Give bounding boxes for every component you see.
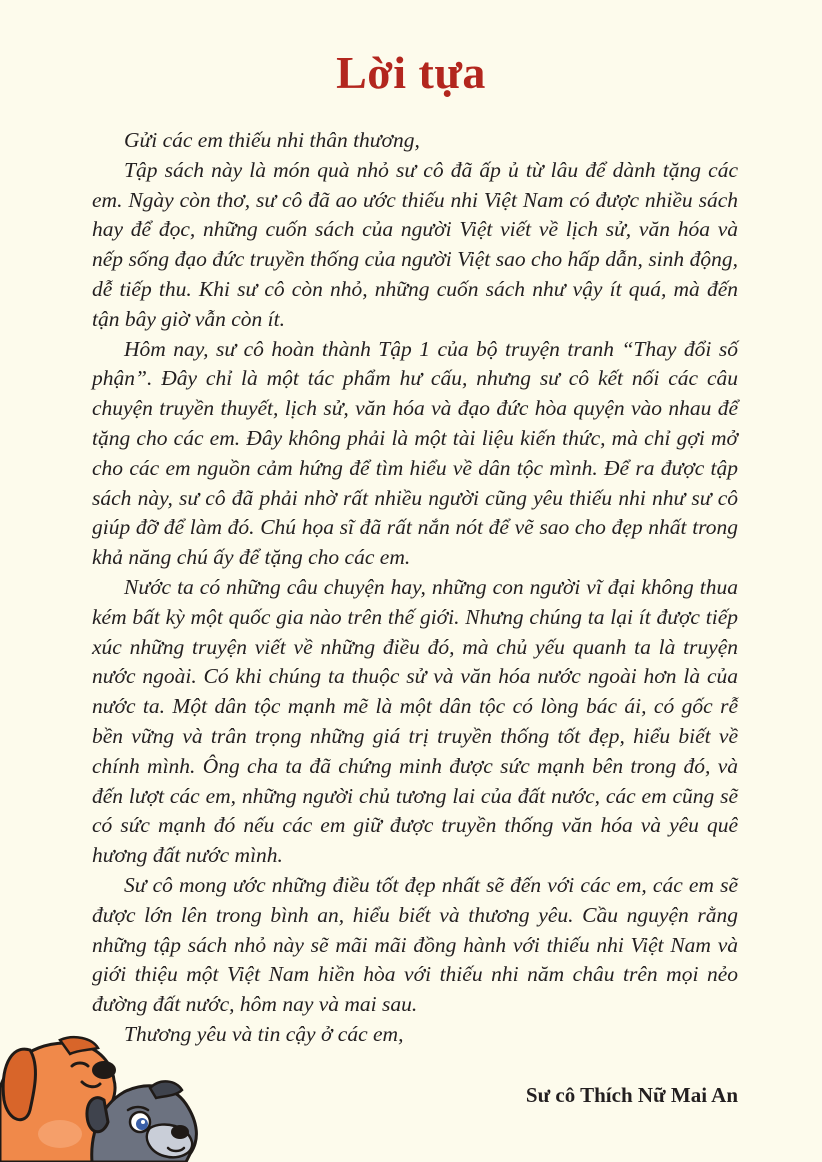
closing-line: Thương yêu và tin cậy ở các em, [124, 1021, 404, 1046]
page-title: Lời tựa [336, 47, 486, 98]
cartoon-dogs-icon [0, 1030, 215, 1162]
paragraph-1: Tập sách này là món quà nhỏ sư cô đã ấp ủ từ lâu để dành tặng các em. Ngày còn thơ, sư cô đã ao ước thiếu nhi Việt Nam có được nhiều sách hay để đọc, những cuốn sách của người Việt viết về lịch sử, văn hóa và nếp sống đạo đức truyền thống của người Việt sao cho hấp dẫn, sinh động, dễ tiếp thu. Khi sư cô còn nhỏ, những cuốn sách như vậy ít quá, mà đến tận bây giờ vẫn còn ít. [92, 157, 738, 331]
preface-body [92, 126, 738, 1050]
paragraph-2: Hôm nay, sư cô hoàn thành Tập 1 của bộ truyện tranh “Thay đổi số phận”. Đây chỉ là một tác phẩm hư cấu, nhưng sư cô kết nối các câu chuyện truyền thuyết, lịch sử, văn hóa và đạo đức hòa quyện vào nhau để tặng cho các em. Đây không phải là một tài liệu kiến thức, mà chỉ gợi mở cho các em nguồn cảm hứng để tìm hiểu về dân tộc mình. Để ra được tập sách này, sư cô đã phải nhờ rất nhiều người cũng yêu thiếu nhi như sư cô giúp đỡ để làm đó. Chú họa sĩ đã rất nắn nót để vẽ sao cho đẹp nhất trong khả năng chú ấy để tặng cho các em. [92, 336, 738, 570]
signature: Sư cô Thích Nữ Mai An [525, 1083, 738, 1107]
greeting: Gửi các em thiếu nhi thân thương, [124, 128, 420, 152]
paragraph-4: Sư cô mong ước những điều tốt đẹp nhất sẽ đến với các em, các em sẽ được lớn lên trong bình an, hiểu biết và thương yêu. Cầu nguyện rằng những tập sách nhỏ này sẽ mãi mãi đồng hành với thiếu nhi Việt Nam và giới thiệu một Việt Nam hiền hòa với thiếu nhi năm châu trên mọi nẻo đường đất nước, hôm nay và mai sau. [92, 872, 738, 1017]
paragraph-3: Nước ta có những câu chuyện hay, những con người vĩ đại không thua kém bất kỳ một quốc gia nào trên thế giới. Nhưng chúng ta lại ít được tiếp xúc những truyện viết về những điều đó, mà chủ yếu quanh ta là truyện nước ngoài. Có khi chúng ta thuộc sử và văn hóa nước ngoài hơn là của nước ta. Một dân tộc mạnh mẽ là một dân tộc có lòng bác ái, có gốc rễ bền vững và trân trọng những giá trị truyền thống tốt đẹp, hiểu biết về chính mình. Ông cha ta đã chứng minh được sức mạnh bên trong đó, và đến lượt các em, những người chủ tương lai của đất nước, các em cũng sẽ có sức mạnh đó nếu các em giữ được truyền thống văn hóa và yêu quê hương đất nước mình. [92, 574, 738, 868]
